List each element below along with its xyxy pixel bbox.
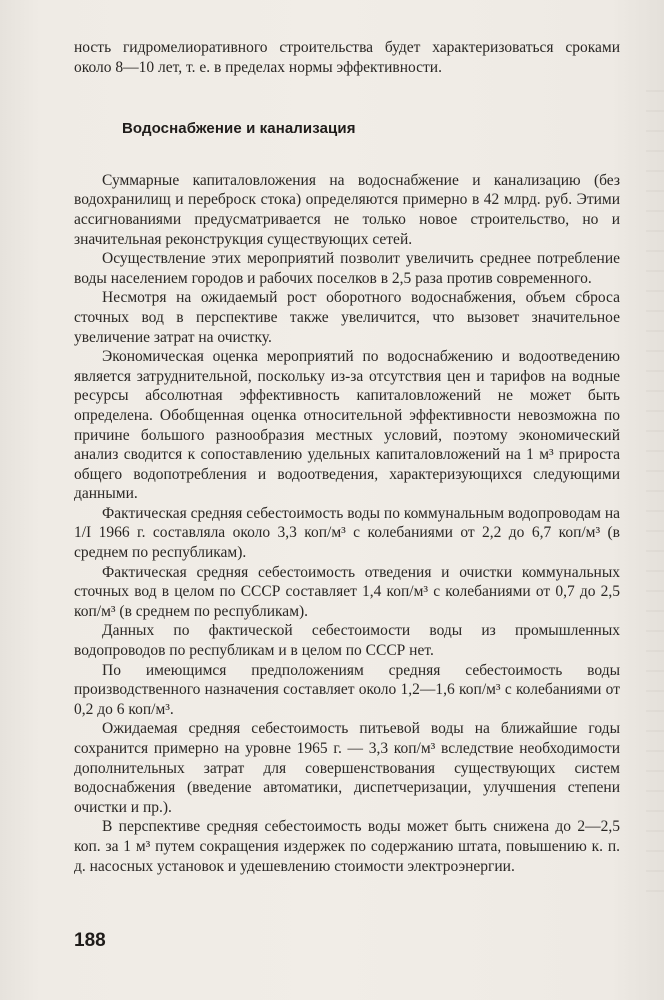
paragraph-future-cost: В перспективе средняя себестоимость воды может быть снижена до 2—2,5 коп. за 1 м³ путем сокращения издержек по содержанию штата, повышению к. п. д. насосных установок и удешевлению стоимости электроэнергии. [74,818,620,875]
continued-paragraph: ность гидромелиоративного строительства будет характеризоваться сроками около 8—10 лет, т. е. в пределах нормы эффективности. [74,39,620,76]
paragraph-investment: Суммарные капиталовложения на водоснабжение и канализацию (без водохранилищ и переброск стока) определяются примерно в 42 млрд. руб. Этими ассигнованиями предусматривается не только новое строительство, но и значительная реконструкция существующих сетей. [74,171,620,248]
paragraph-industrial-data: Данных по фактической себестоимости воды из промышленных водопроводов по республикам и в целом по СССР нет. [74,622,620,660]
paragraph-expected-cost: Ожидаемая средняя себестоимость питьевой воды на ближайшие годы сохранится примерно на уровне 1965 г. — 3,3 коп/м³ вследствие необходимости дополнительных затрат для совершенствования существующих систем водоснабжения (введение автоматики, диспетчеризации, улучшения степени очистки и пр.). [74,720,620,816]
facing-page-bleed [646,90,664,910]
paragraph-wastewater: Несмотря на ожидаемый рост оборотного водоснабжения, объем сброса сточных вод в перспективе также увеличится, что вызовет значительное увеличение затрат на очистку. [74,289,620,346]
paragraph-industrial-cost: По имеющимся предположениям средняя себестоимость воды производственного назначения составляет около 1,2—1,6 коп/м³ с колебаниями от 0,2 до 6 коп/м³. [74,661,620,718]
paragraph-economic-evaluation: Экономическая оценка мероприятий по водоснабжению и водоотведению является затруднительной, поскольку из-за отсутствия цен и тарифов на водные ресурсы абсолютная эффективность капиталовложений не может быть определена. Обобщенная оценка относительной эффективности невозможна по причине большого разнообразия местных условий, поэтому экономический анализ сводится к сопоставлению удельных капиталовложений на 1 м³ прироста общего водопотребления и водоотведения, характеризующихся следующими данными. [74,348,620,503]
text-column [74,38,620,876]
paragraph-consumption: Осуществление этих мероприятий позволит увеличить среднее потребление воды населением городов и рабочих поселков в 2,5 раза против современного. [74,250,620,287]
page-number: 188 [74,930,106,951]
section-heading: Водоснабжение и канализация [122,120,356,138]
paragraph-water-cost: Фактическая средняя себестоимость воды по коммунальным водопроводам на 1/I 1966 г. составляла около 3,3 коп/м³ с колебаниями от 2,2 до 6,7 коп/м³ (в среднем по республикам). [74,504,620,562]
paragraph-sewage-cost: Фактическая средняя себестоимость отведения и очистки коммунальных сточных вод в целом по СССР составляет 1,4 коп/м³ с колебаниями от 0,7 до 2,5 коп/м³ (в среднем по республикам). [74,563,620,620]
